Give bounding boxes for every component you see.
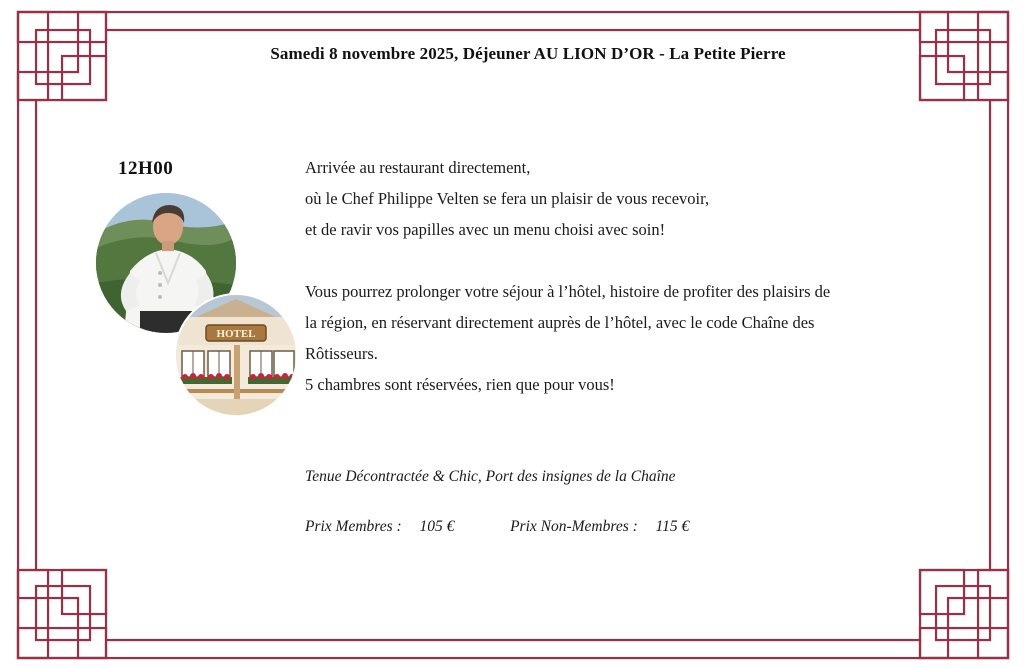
description-line: Rôtisseurs. — [305, 344, 378, 363]
members-price-value: 105 € — [419, 518, 455, 535]
non-members-price-label: Prix Non-Membres : — [510, 518, 638, 535]
price-list — [305, 518, 689, 536]
description-line: la région, en réservant directement auprès de l’hôtel, avec le code Chaîne des — [305, 313, 815, 332]
description-line: Vous pourrez prolonger votre séjour à l’hôtel, histoire de profiter des plaisirs de — [305, 282, 831, 301]
hotel-sign-text: HOTEL — [216, 328, 256, 340]
dress-code: Tenue Décontractée & Chic, Port des insignes de la Chaîne — [305, 468, 676, 485]
page-title: Samedi 8 novembre 2025, Déjeuner AU LION D’OR - La Petite Pierre — [270, 44, 786, 63]
description-line: où le Chef Philippe Velten se fera un plaisir de vous recevoir, — [305, 189, 710, 208]
event-description — [305, 152, 945, 400]
description-line: et de ravir vos papilles avec un menu choisi avec soin! — [305, 220, 666, 239]
hotel-photo — [176, 295, 296, 415]
event-time: 12H00 — [118, 158, 174, 179]
paragraph-spacer — [305, 245, 945, 276]
members-price-label: Prix Membres : — [305, 518, 402, 535]
description-line: Arrivée au restaurant directement, — [305, 158, 531, 177]
non-members-price-value: 115 € — [655, 518, 690, 535]
description-line: 5 chambres sont réservées, rien que pour vous! — [305, 375, 615, 394]
